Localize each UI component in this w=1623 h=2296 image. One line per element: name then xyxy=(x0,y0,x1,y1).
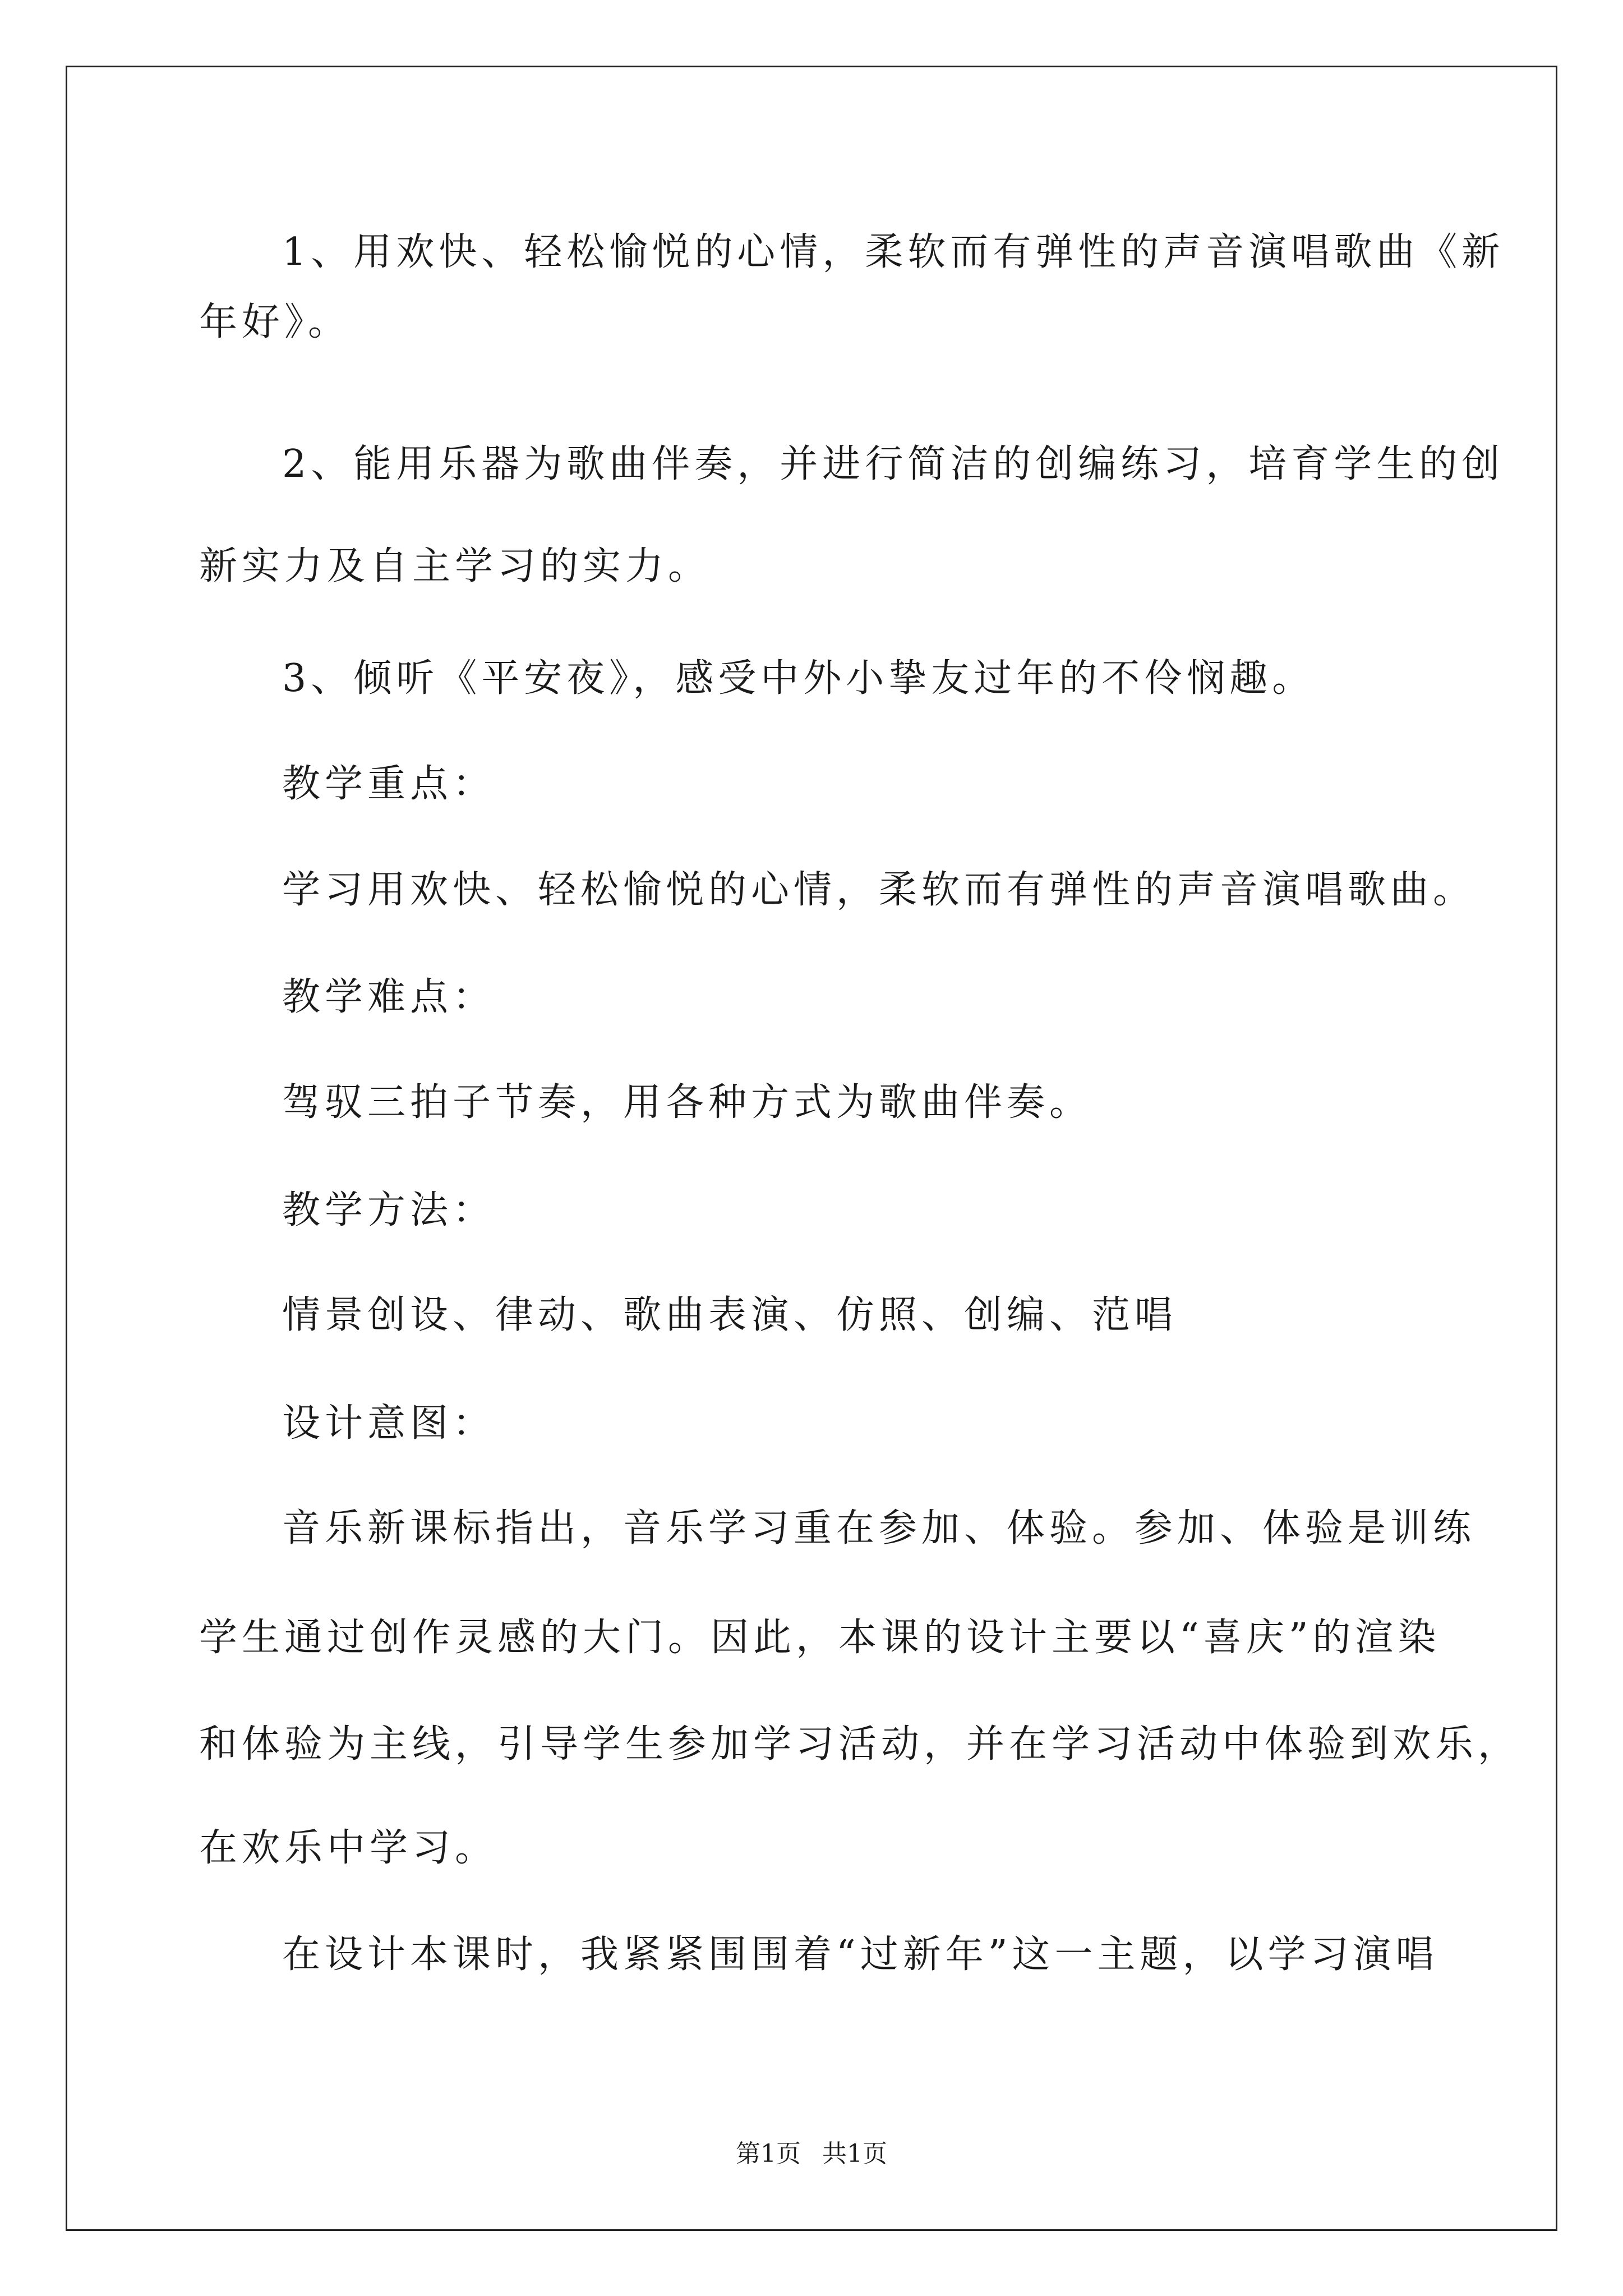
paragraph-line: 学习用欢快、轻松愉悦的心情，柔软而有弹性的声音演唱歌曲。 xyxy=(282,868,1476,912)
paragraph-line: 1、用欢快、轻松愉悦的心情，柔软而有弹性的声音演唱歌曲《新 xyxy=(282,230,1505,274)
paragraph-line: 在设计本课时，我紧紧围围着“过新年”这一主题，以学习演唱 xyxy=(282,1932,1438,1977)
paragraph-line: 情景创设、律动、歌曲表演、仿照、创编、范唱 xyxy=(282,1293,1178,1337)
paragraph-line: 新实力及自主学习的实力。 xyxy=(199,544,711,588)
page-count: 共1页 xyxy=(822,2139,887,2168)
paragraph-line: 和体验为主线，引导学生参加学习活动，并在学习活动中体验到欢乐， xyxy=(199,1722,1521,1766)
page-number: 第1页 xyxy=(736,2139,801,2168)
section-heading: 设计意图： xyxy=(282,1401,496,1446)
page-border xyxy=(66,66,1557,2231)
paragraph-line: 学生通过创作灵感的大门。因此，本课的设计主要以“喜庆”的渲染 xyxy=(199,1616,1441,1660)
section-heading: 教学方法： xyxy=(282,1188,496,1232)
section-heading: 教学重点： xyxy=(282,762,496,806)
paragraph-line: 驾驭三拍子节奏，用各种方式为歌曲伴奏。 xyxy=(282,1080,1092,1125)
paragraph-line: 3、倾听《平安夜》，感受中外小挚友过年的不伶悯趣。 xyxy=(282,656,1315,701)
paragraph-line: 音乐新课标指出，音乐学习重在参加、体验。参加、体验是训练 xyxy=(282,1506,1476,1550)
section-heading: 教学难点： xyxy=(282,975,496,1019)
paragraph-line: 年好》。 xyxy=(199,300,351,344)
paragraph-line: 2、能用乐器为歌曲伴奏，并进行简洁的创编练习，培育学生的创 xyxy=(282,442,1505,486)
page-footer xyxy=(0,2139,1623,2169)
paragraph-line: 在欢乐中学习。 xyxy=(199,1826,498,1870)
